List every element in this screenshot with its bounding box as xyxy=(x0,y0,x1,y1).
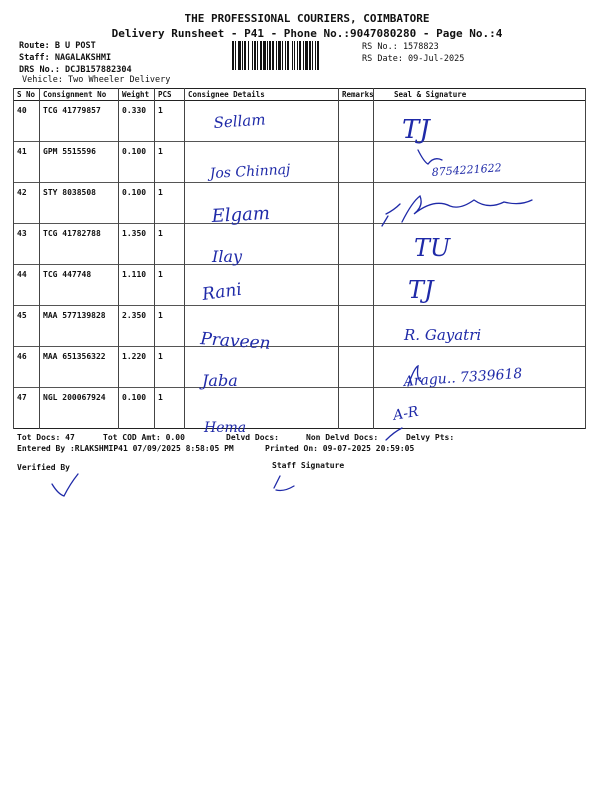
handwritten-name: Elgam xyxy=(211,202,271,227)
consignment-cell: TCG 41782788 xyxy=(40,224,119,265)
weight-cell: 0.100 xyxy=(119,388,155,429)
sno-cell: 41 xyxy=(14,142,40,183)
rs-date: RS Date: 09-Jul-2025 xyxy=(362,54,465,64)
handwritten-seal: R. Gayatri xyxy=(404,326,482,344)
entered-by: Entered By :RLAKSHMIP41 07/09/2025 8:58:05 PM xyxy=(17,444,234,453)
sno-cell: 43 xyxy=(14,224,40,265)
non-delivered-docs: Non Delvd Docs: xyxy=(306,433,379,442)
handwritten-name: Praveen xyxy=(199,329,272,354)
handwritten-seal: TU xyxy=(414,234,451,262)
column-header: Consignment No xyxy=(40,89,119,101)
consignment-cell: TCG 447748 xyxy=(40,265,119,306)
consignment-cell: NGL 200067924 xyxy=(40,388,119,429)
handwritten-seal: Aragu.. 7339618 xyxy=(403,365,523,390)
column-header: PCS xyxy=(155,89,185,101)
handwritten-name: Ilay xyxy=(212,247,243,266)
weight-cell: 2.350 xyxy=(119,306,155,347)
consignment-cell: STY 8038508 xyxy=(40,183,119,224)
runsheet-subtitle: Delivery Runsheet - P41 - Phone No.:9047080280 - Page No.:4 xyxy=(111,27,503,40)
sno-cell: 45 xyxy=(14,306,40,347)
pcs-cell: 1 xyxy=(155,265,185,306)
column-header: Weight xyxy=(119,89,155,101)
weight-cell: 1.220 xyxy=(119,347,155,388)
consignment-cell: GPM 5515596 xyxy=(40,142,119,183)
sno-cell: 47 xyxy=(14,388,40,429)
vehicle-label: Vehicle: Two Wheeler Delivery xyxy=(22,75,171,85)
sno-cell: 44 xyxy=(14,265,40,306)
pcs-cell: 1 xyxy=(155,101,185,142)
drs-label: DRS No.: DCJB157882304 xyxy=(19,65,132,75)
handwritten-seal: TJ xyxy=(402,115,430,145)
total-cod-amount: Tot COD Amt: 0.00 xyxy=(103,433,185,442)
pcs-cell: 1 xyxy=(155,306,185,347)
pcs-cell: 1 xyxy=(155,347,185,388)
column-header: Seal & Signature xyxy=(374,89,586,101)
weight-cell: 0.100 xyxy=(119,183,155,224)
delivered-docs: Delvd Docs: xyxy=(226,433,279,442)
sno-cell: 40 xyxy=(14,101,40,142)
sno-cell: 42 xyxy=(14,183,40,224)
delivery-points: Delvy Pts: xyxy=(406,433,455,442)
handwritten-seal: A-R xyxy=(391,403,420,424)
pcs-cell: 1 xyxy=(155,388,185,429)
handwritten-name: Rani xyxy=(200,279,244,305)
total-docs: Tot Docs: 47 xyxy=(17,433,75,442)
route-label: Route: B U POST xyxy=(19,41,96,51)
company-title: THE PROFESSIONAL COURIERS, COIMBATORE xyxy=(184,12,430,25)
sno-cell: 46 xyxy=(14,347,40,388)
handwritten-name: Sellam xyxy=(213,110,267,132)
handwritten-name: Jos Chinnaj xyxy=(209,161,291,182)
weight-cell: 0.100 xyxy=(119,142,155,183)
column-header: S No xyxy=(14,89,40,101)
staff-label: Staff: NAGALAKSHMI xyxy=(19,53,112,63)
rs-number: RS No.: 1578823 xyxy=(362,42,439,52)
weight-cell: 0.330 xyxy=(119,101,155,142)
weight-cell: 1.110 xyxy=(119,265,155,306)
consignment-cell: MAA 651356322 xyxy=(40,347,119,388)
pcs-cell: 1 xyxy=(155,183,185,224)
pcs-cell: 1 xyxy=(155,142,185,183)
weight-cell: 1.350 xyxy=(119,224,155,265)
handwritten-seal: TJ xyxy=(408,276,434,304)
printed-on: Printed On: 09-07-2025 20:59:05 xyxy=(265,444,415,453)
handwritten-name: Hema xyxy=(204,420,247,436)
staff-signature-label: Staff Signature xyxy=(272,461,345,470)
handwritten-seal: 8754221622 xyxy=(431,161,503,179)
column-header: Remarks xyxy=(339,89,374,101)
verified-by-label: Verified By xyxy=(17,463,70,472)
handwritten-name: Jaba xyxy=(202,371,238,390)
column-header: Consignee Details xyxy=(185,89,339,101)
consignment-cell: MAA 577139828 xyxy=(40,306,119,347)
consignment-cell: TCG 41779857 xyxy=(40,101,119,142)
pcs-cell: 1 xyxy=(155,224,185,265)
